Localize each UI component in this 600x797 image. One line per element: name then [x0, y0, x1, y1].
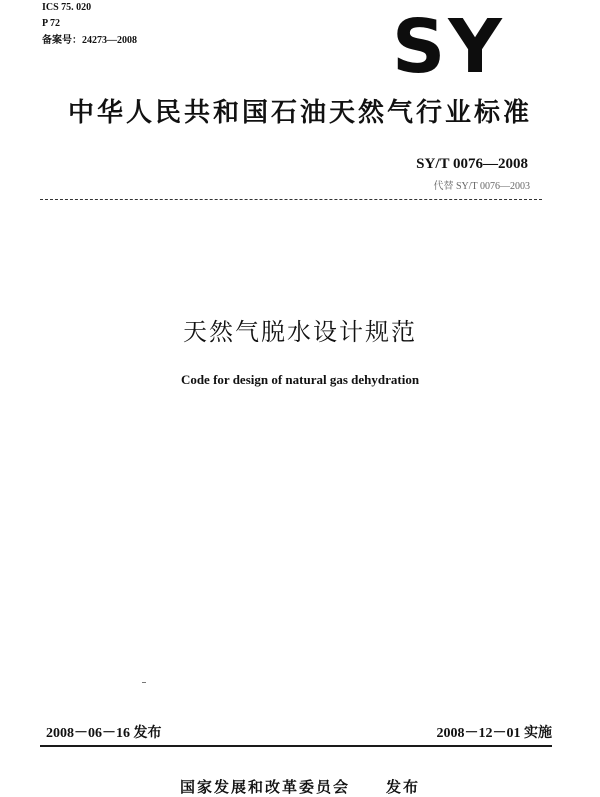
sy-logo: SY	[392, 4, 505, 90]
implementation-date: 2008－12－01 实施	[436, 726, 552, 741]
scan-speck	[142, 682, 146, 683]
publisher-name: 国家发展和改革委员会	[179, 778, 350, 796]
classification-code: P 72	[42, 18, 61, 29]
header-divider	[40, 199, 542, 200]
footer-divider	[40, 745, 552, 747]
standard-code: SY/T 0076—2008	[416, 156, 528, 172]
ics-code: ICS 75. 020	[42, 2, 92, 13]
document-title-en: Code for design of natural gas dehydration	[180, 372, 420, 387]
publisher-action: 发布	[386, 778, 421, 796]
issue-date: 2008－06－16 发布	[46, 726, 162, 741]
document-title-cn: 天然气脱水设计规范	[183, 318, 417, 346]
publisher-line	[0, 776, 600, 797]
issuing-standard-body: 中华人民共和国石油天然气行业标准	[67, 98, 532, 128]
replaces-standard: 代替 SY/T 0076—2003	[433, 181, 530, 192]
record-number: 备案号：24273—2008	[42, 35, 137, 46]
